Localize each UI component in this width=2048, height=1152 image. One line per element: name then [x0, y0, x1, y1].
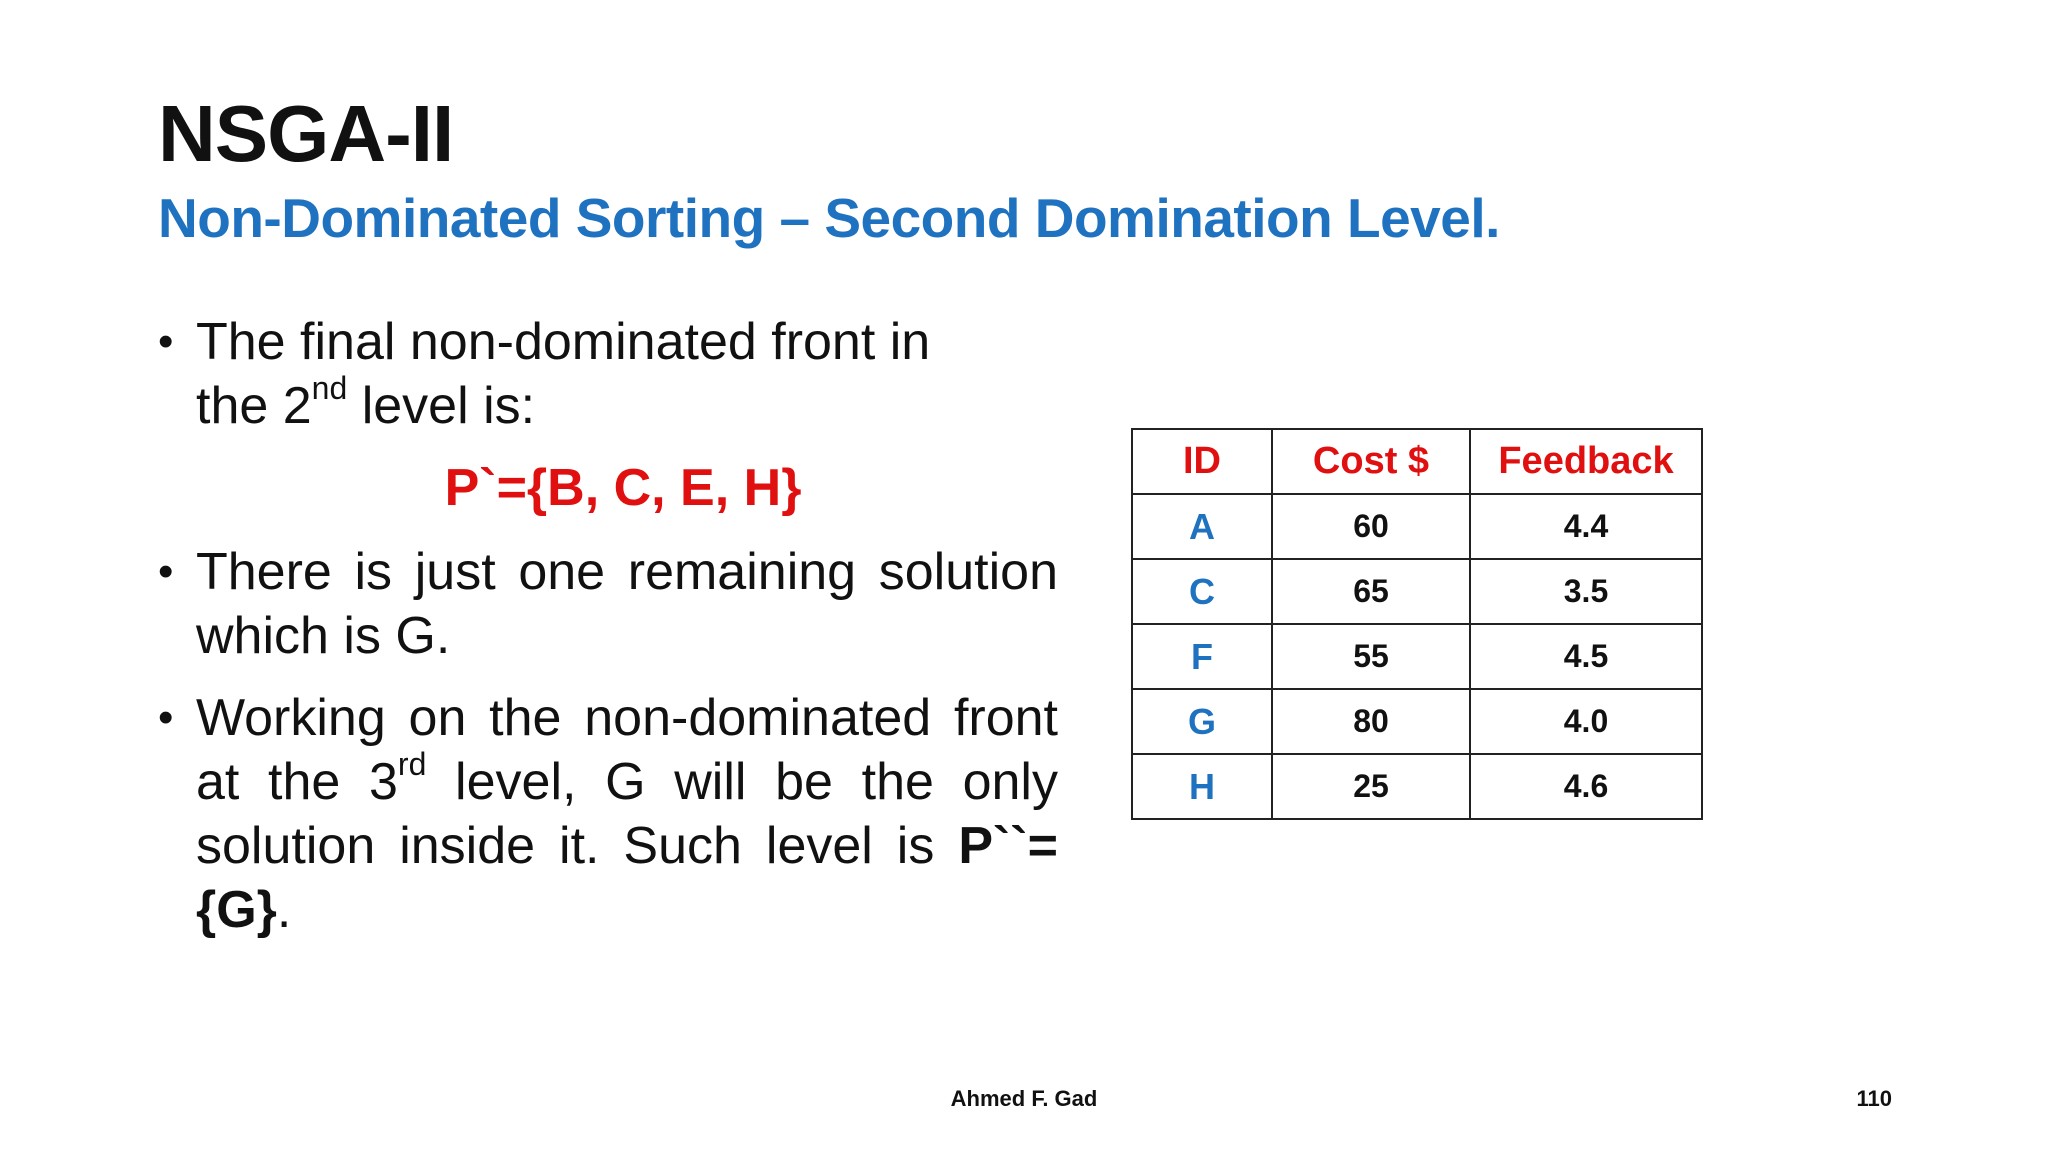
bullet-item	[158, 540, 1058, 668]
cell-cost: 25	[1272, 754, 1470, 819]
cell-cost: 80	[1272, 689, 1470, 754]
table-row	[1132, 689, 1702, 754]
bullet-dot-icon: •	[158, 547, 174, 596]
cell-feedback: 4.4	[1470, 494, 1702, 559]
header-feedback: Feedback	[1470, 429, 1702, 494]
footer-author: Ahmed F. Gad	[950, 1086, 1098, 1111]
cell-feedback: 4.5	[1470, 624, 1702, 689]
table-header-row	[1132, 429, 1702, 494]
bullet-text: The final non-dominated front in the 2nd level is:	[196, 313, 931, 435]
cell-id: A	[1132, 494, 1272, 559]
slide-title: NSGA-II	[158, 89, 454, 178]
front-formula: P`={B, C, E, H}	[444, 459, 802, 517]
header-id: ID	[1132, 429, 1272, 494]
cell-feedback: 3.5	[1470, 559, 1702, 624]
bullet-item	[158, 686, 1058, 942]
solutions-table	[1131, 428, 1703, 820]
header-cost: Cost $	[1272, 429, 1470, 494]
bullet-dot-icon: •	[158, 693, 174, 742]
cell-feedback: 4.0	[1470, 689, 1702, 754]
table-row	[1132, 494, 1702, 559]
cell-id: C	[1132, 559, 1272, 624]
slide-subtitle: Non-Dominated Sorting – Second Domination Level.	[158, 187, 1500, 249]
cell-feedback: 4.6	[1470, 754, 1702, 819]
bullet-text: Working on the non-dominated front at the 3rd level, G will be the only solution inside it. Such level is P``={G}.	[196, 689, 1058, 939]
cell-cost: 60	[1272, 494, 1470, 559]
table-row	[1132, 624, 1702, 689]
cell-id: F	[1132, 624, 1272, 689]
cell-cost: 55	[1272, 624, 1470, 689]
cell-id: G	[1132, 689, 1272, 754]
bullet-list	[158, 310, 1058, 942]
cell-id: H	[1132, 754, 1272, 819]
cell-cost: 65	[1272, 559, 1470, 624]
bullet-text: There is just one remaining solution which is G.	[196, 543, 1058, 665]
bullet-item	[158, 310, 1058, 438]
table-row	[1132, 754, 1702, 819]
page-number: 110	[1856, 1086, 1892, 1111]
table-row	[1132, 559, 1702, 624]
third-level-formula: P``={G}	[196, 817, 1058, 939]
bullet-dot-icon: •	[158, 317, 174, 366]
